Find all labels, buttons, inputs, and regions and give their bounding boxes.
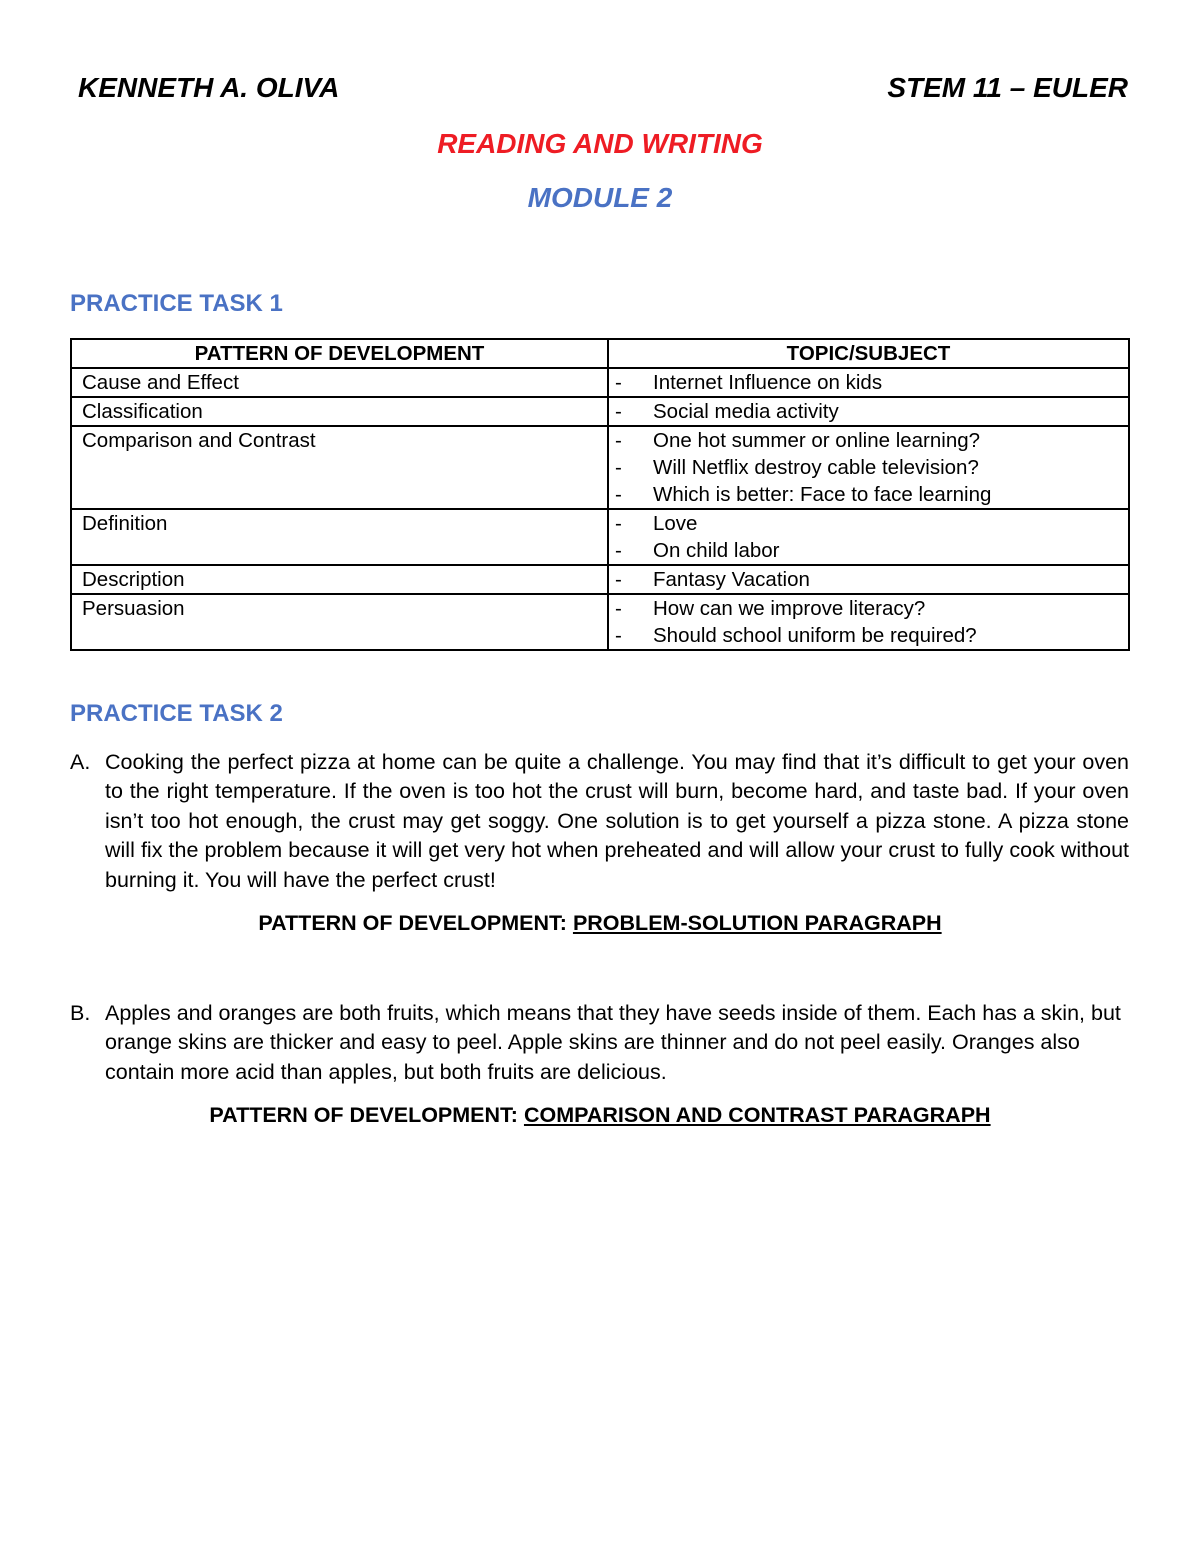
column-header-topic: TOPIC/SUBJECT (608, 339, 1129, 368)
topic-item: - Social media activity (653, 398, 1122, 425)
pattern-cell: Cause and Effect (71, 368, 608, 397)
topic-item: - Will Netflix destroy cable television? (653, 454, 1122, 481)
table-row (71, 397, 1129, 426)
subject-title: READING AND WRITING (437, 128, 763, 159)
pattern-cell: Classification (71, 397, 608, 426)
pattern-answer-a (0, 911, 1200, 936)
pattern-table (70, 338, 1130, 651)
topic-cell (608, 565, 1129, 594)
topic-item: - Which is better: Face to face learning (653, 481, 1122, 508)
paragraph-b (70, 999, 1129, 1087)
paragraph-b-text: Apples and oranges are both fruits, which means that they have seeds inside of them. Each has a skin, but orange skins are thicker and easy to peel. Apple skins are thinner and do not peel easily. Oranges also contain more acid than apples, but both fruits are delicious. (105, 1001, 1121, 1084)
table-body (71, 368, 1129, 650)
topic-item: - Love (653, 510, 1122, 537)
pattern-cell: Comparison and Contrast (71, 426, 608, 509)
pattern-label: PATTERN OF DEVELOPMENT: (209, 1103, 518, 1127)
topic-item: - One hot summer or online learning? (653, 427, 1122, 454)
paragraph-a (70, 748, 1129, 895)
table-header-row (71, 339, 1129, 368)
pattern-cell: Description (71, 565, 608, 594)
topic-item: - Should school uniform be required? (653, 622, 1122, 649)
topic-item: - On child labor (653, 537, 1122, 564)
topic-cell (608, 426, 1129, 509)
student-name: KENNETH A. OLIVA (78, 72, 340, 103)
pattern-cell: Definition (71, 509, 608, 565)
paragraph-a-text: Cooking the perfect pizza at home can be quite a challenge. You may find that it’s difficult to get your oven to the right temperature. If the oven is too hot the crust will burn, become hard, and taste bad. If your oven isn’t too hot enough, the crust may get soggy. One solution is to get yourself a pizza stone. A pizza stone will fix the problem because it will get very hot when preheated and will allow your crust to fully cook without burning it. You will have the perfect crust! (105, 750, 1129, 892)
topic-item: - Internet Influence on kids (653, 369, 1122, 396)
table-row (71, 594, 1129, 650)
topic-cell (608, 397, 1129, 426)
pattern-answer-b (0, 1103, 1200, 1128)
table-row (71, 368, 1129, 397)
pattern-value: PROBLEM-SOLUTION PARAGRAPH (572, 911, 942, 935)
topic-cell (608, 509, 1129, 565)
column-header-pattern: PATTERN OF DEVELOPMENT (71, 339, 608, 368)
topic-item: - How can we improve literacy? (653, 595, 1122, 622)
table-row (71, 565, 1129, 594)
practice-task-2-heading: PRACTICE TASK 2 (70, 700, 283, 727)
item-label-a: A. (70, 750, 91, 774)
item-label-b: B. (70, 1001, 91, 1025)
pattern-value: COMPARISON AND CONTRAST PARAGRAPH (523, 1103, 991, 1127)
practice-task-1-heading: PRACTICE TASK 1 (70, 290, 283, 317)
student-section: STEM 11 – EULER (887, 72, 1128, 103)
table-row (71, 509, 1129, 565)
module-title: MODULE 2 (527, 182, 673, 213)
topic-cell (608, 368, 1129, 397)
pattern-cell: Persuasion (71, 594, 608, 650)
pattern-label: PATTERN OF DEVELOPMENT: (258, 911, 567, 935)
page-header (78, 72, 1128, 108)
table-row (71, 426, 1129, 509)
topic-cell (608, 594, 1129, 650)
topic-item: - Fantasy Vacation (653, 566, 1122, 593)
